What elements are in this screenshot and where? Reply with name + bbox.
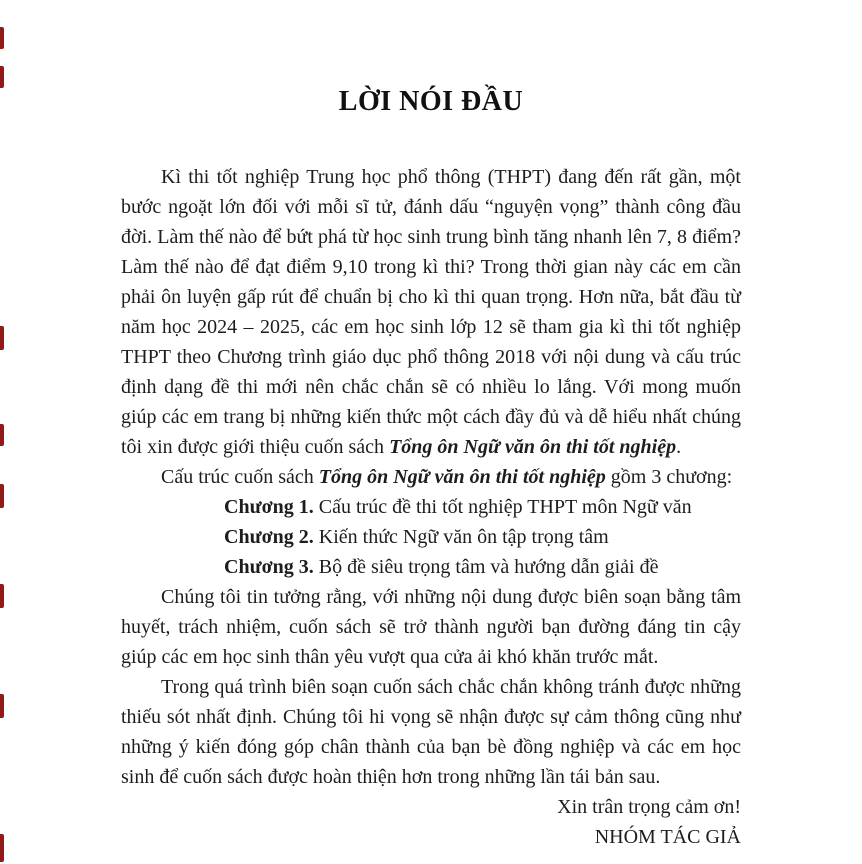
edge-mark (0, 484, 4, 508)
chapter-1-text: Cấu trúc đề thi tốt nghiệp THPT môn Ngữ văn (313, 496, 692, 518)
signoff-author: NHÓM TÁC GIẢ (594, 826, 741, 848)
chapter-2-text: Kiến thức Ngữ văn ôn tập trọng tâm (313, 526, 609, 548)
chapter-1-label: Chương 1. (224, 496, 314, 518)
chapter-2-label: Chương 2. (224, 526, 314, 548)
edge-mark (0, 27, 4, 49)
edge-mark (0, 66, 4, 88)
edge-mark (0, 694, 4, 718)
paragraph-structure: Cấu trúc cuốn sách Tổng ôn Ngữ văn ôn thi tốt nghiệp gồm 3 chương: (161, 466, 733, 488)
edge-mark (0, 424, 4, 446)
page-title: LỜI NÓI ĐẦU (338, 86, 524, 117)
document-body (121, 162, 741, 852)
chapter-3-text: Bộ đề siêu trọng tâm và hướng dẫn giải đề (313, 556, 659, 578)
edge-mark (0, 834, 4, 862)
edge-mark (0, 326, 4, 350)
edge-mark (0, 584, 4, 608)
paragraph-confidence: Chúng tôi tin tưởng rằng, với những nội dung được biên soạn bằng tâm huyết, trách nhiệm, cuốn sách sẽ trở thành người bạn đường đáng tin cậy giúp các em học sinh thân yêu vượt qua cửa ải khó khăn trước mắt. (121, 586, 741, 668)
chapter-item-2 (121, 522, 741, 552)
paragraph-apology: Trong quá trình biên soạn cuốn sách chắc chắn không tránh được những thiếu sót nhất định. Chúng tôi hi vọng sẽ nhận được sự cảm thông cũng như những ý kiến đóng góp chân thành của bạn bè đồng nghiệp và các em học sinh để cuốn sách được hoàn thiện hơn trong những lần tái bản sau. (121, 676, 741, 788)
paragraph-intro: Kì thi tốt nghiệp Trung học phổ thông (THPT) đang đến rất gần, một bước ngoặt lớn đối với mỗi sĩ tử, đánh dấu “nguyện vọng” thành công đầu đời. Làm thế nào để bứt phá từ học sinh trung bình tăng nhanh lên 7, 8 điểm? Làm thế nào để đạt điểm 9,10 trong kì thi? Trong thời gian này các em cần phải ôn luyện gấp rút để chuẩn bị cho kì thi quan trọng. Hơn nữa, bắt đầu từ năm học 2024 – 2025, các em học sinh lớp 12 sẽ tham gia kì thi tốt nghiệp THPT theo Chương trình giáo dục phổ thông 2018 với nội dung và cấu trúc định dạng đề thi mới nên chắc chắn sẽ có nhiều lo lắng. Với mong muốn giúp các em trang bị những kiến thức một cách đầy đủ và dễ hiểu nhất chúng tôi xin được giới thiệu cuốn sách Tổng ôn Ngữ văn ôn thi tốt nghiệp. (121, 166, 741, 458)
chapter-item-3 (121, 552, 741, 582)
chapter-item-1 (121, 492, 741, 522)
signoff-thanks: Xin trân trọng cảm ơn! (557, 796, 741, 818)
chapter-3-label: Chương 3. (224, 556, 314, 578)
